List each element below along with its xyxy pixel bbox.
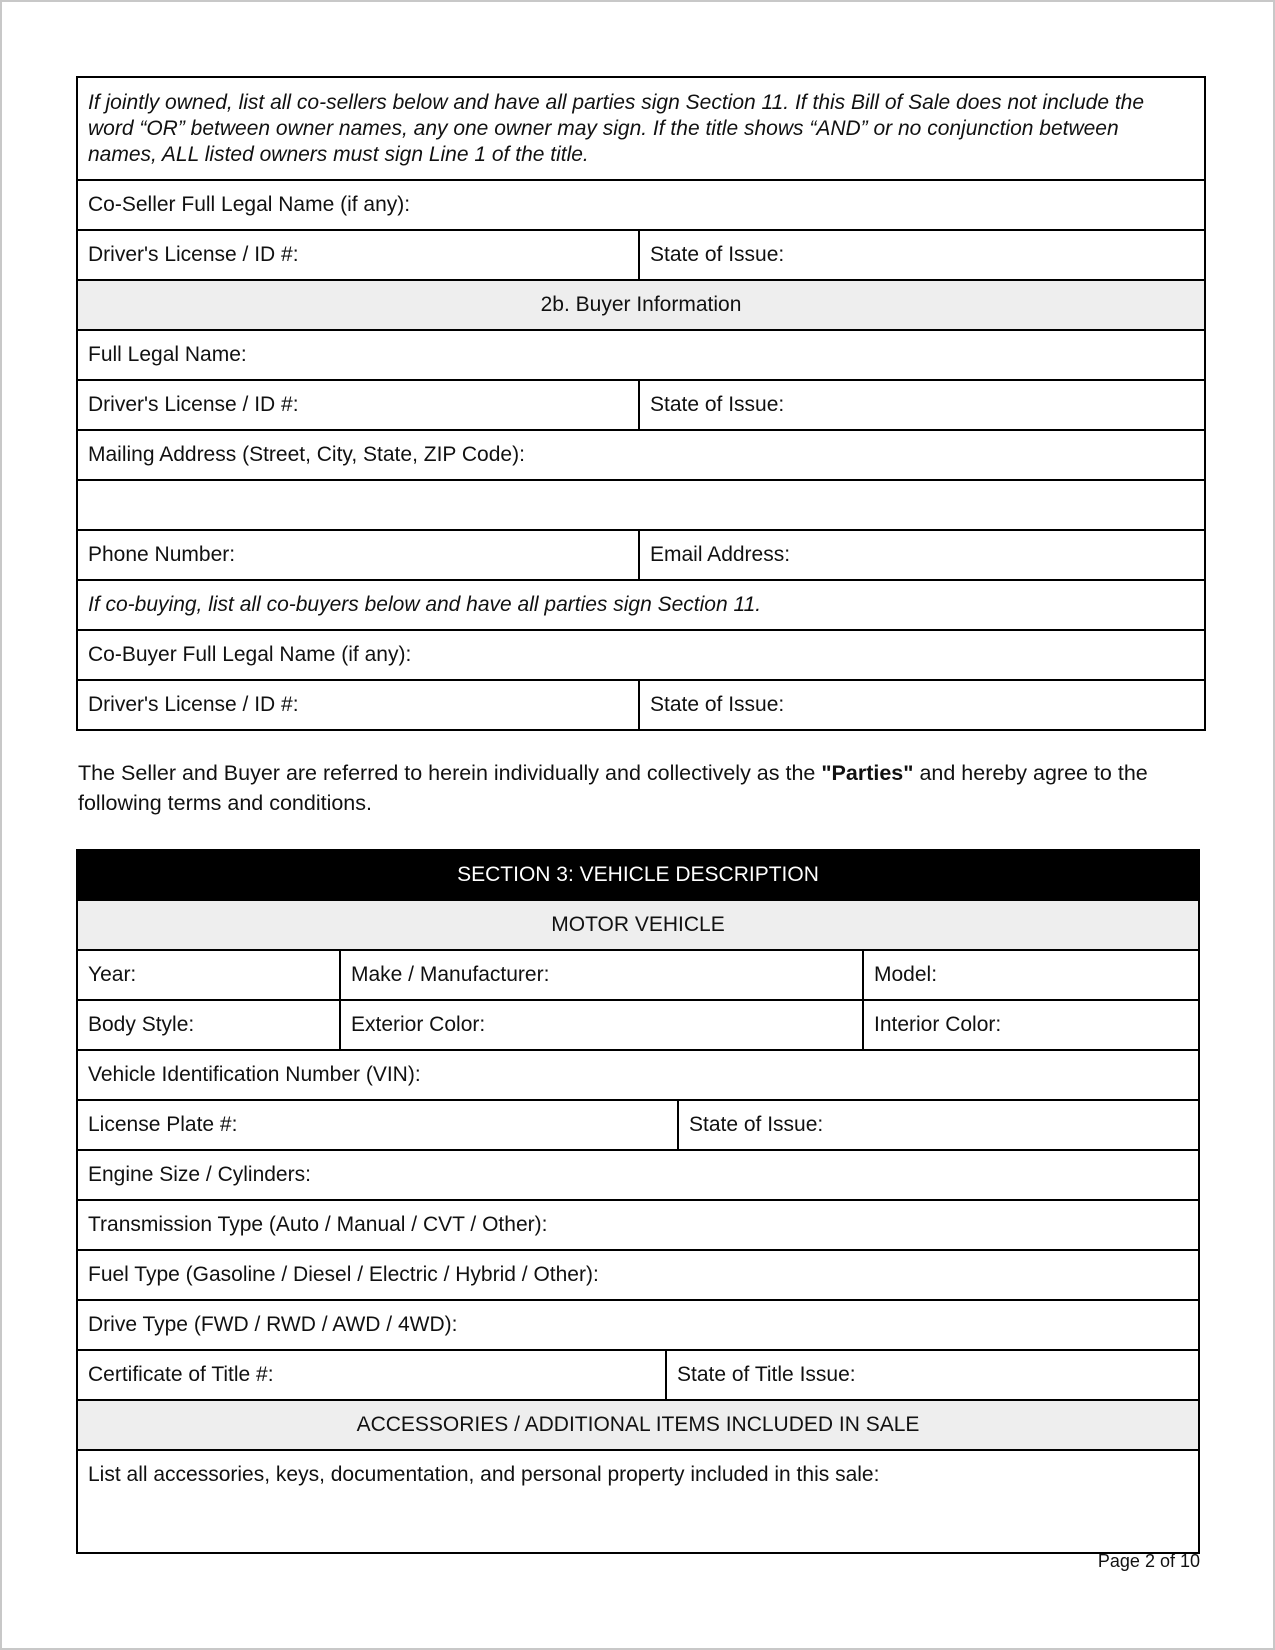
- co-seller-name-field[interactable]: Co-Seller Full Legal Name (if any):: [77, 180, 1205, 230]
- title-state-field[interactable]: State of Title Issue:: [666, 1350, 1199, 1400]
- accessories-heading: ACCESSORIES / ADDITIONAL ITEMS INCLUDED IN SALE: [77, 1400, 1199, 1450]
- parties-text-after: and hereby agree to the following terms and conditions.: [78, 761, 1148, 815]
- parties-text-before: The Seller and Buyer are referred to herein individually and collectively as the: [78, 761, 822, 785]
- buyer-phone-field[interactable]: Phone Number:: [77, 530, 639, 580]
- co-buyer-name-field[interactable]: Co-Buyer Full Legal Name (if any):: [77, 630, 1205, 680]
- co-seller-license-field[interactable]: Driver's License / ID #:: [77, 230, 639, 280]
- plate-state-field[interactable]: State of Issue:: [678, 1100, 1199, 1150]
- title-number-field[interactable]: Certificate of Title #:: [77, 1350, 666, 1400]
- motor-vehicle-heading: MOTOR VEHICLE: [77, 900, 1199, 950]
- exterior-color-field[interactable]: Exterior Color:: [340, 1000, 863, 1050]
- transmission-type-field[interactable]: Transmission Type (Auto / Manual / CVT / Other):: [77, 1200, 1199, 1250]
- buyer-info-heading: 2b. Buyer Information: [77, 280, 1205, 330]
- buyer-email-field[interactable]: Email Address:: [639, 530, 1205, 580]
- parties-term: "Parties": [821, 761, 914, 785]
- buyer-license-state-field[interactable]: State of Issue:: [639, 380, 1205, 430]
- parties-definition-paragraph: [78, 758, 1208, 818]
- model-field[interactable]: Model:: [863, 950, 1199, 1000]
- buyer-mailing-address-field[interactable]: Mailing Address (Street, City, State, ZIP Code):: [77, 430, 1205, 480]
- section-3-title: SECTION 3: VEHICLE DESCRIPTION: [77, 850, 1199, 900]
- buyer-license-field[interactable]: Driver's License / ID #:: [77, 380, 639, 430]
- make-field[interactable]: Make / Manufacturer:: [340, 950, 863, 1000]
- co-seller-license-state-field[interactable]: State of Issue:: [639, 230, 1205, 280]
- engine-size-field[interactable]: Engine Size / Cylinders:: [77, 1150, 1199, 1200]
- license-plate-field[interactable]: License Plate #:: [77, 1100, 678, 1150]
- page-number: Page 2 of 10: [1097, 1551, 1200, 1571]
- accessories-field[interactable]: List all accessories, keys, documentation, and personal property included in this sale:: [77, 1450, 1199, 1553]
- drive-type-field[interactable]: Drive Type (FWD / RWD / AWD / 4WD):: [77, 1300, 1199, 1350]
- interior-color-field[interactable]: Interior Color:: [863, 1000, 1199, 1050]
- co-buyer-instructions: If co-buying, list all co-buyers below and have all parties sign Section 11.: [77, 580, 1205, 630]
- body-style-field[interactable]: Body Style:: [77, 1000, 340, 1050]
- co-buyer-license-state-field[interactable]: State of Issue:: [639, 680, 1205, 730]
- vehicle-description-table: [76, 849, 1200, 1554]
- fuel-type-field[interactable]: Fuel Type (Gasoline / Diesel / Electric / Hybrid / Other):: [77, 1250, 1199, 1300]
- buyer-mailing-address-line-2[interactable]: [77, 480, 1205, 530]
- co-buyer-license-field[interactable]: Driver's License / ID #:: [77, 680, 639, 730]
- co-seller-instructions: If jointly owned, list all co-sellers below and have all parties sign Section 11. If this Bill of Sale does not include the word “OR” between owner names, any one owner may sign. If the title shows “AND” or no conjunction between names, ALL listed owners must sign Line 1 of the title.: [77, 77, 1205, 180]
- seller-buyer-table: [76, 76, 1206, 731]
- year-field[interactable]: Year:: [77, 950, 340, 1000]
- vin-field[interactable]: Vehicle Identification Number (VIN):: [77, 1050, 1199, 1100]
- buyer-name-field[interactable]: Full Legal Name:: [77, 330, 1205, 380]
